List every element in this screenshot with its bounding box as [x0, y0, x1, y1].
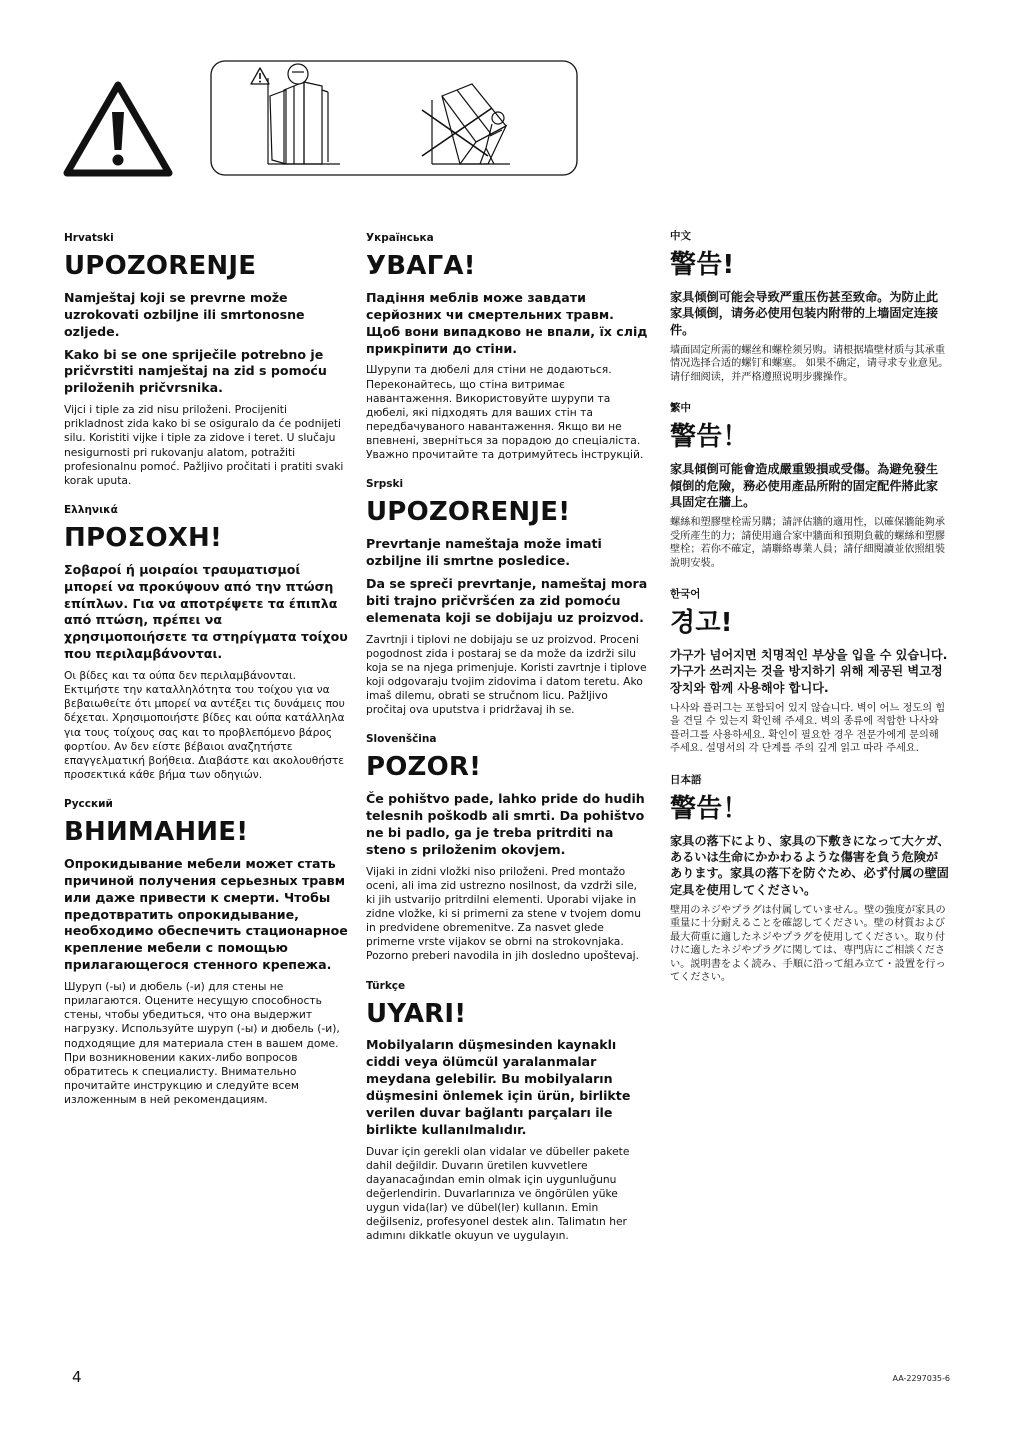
- warning-bold-text: Če pohištvo pade, lahko pride do hudih telesnih poškodb ali smrti. Da pohištvo ne bi padlo, ga je treba pritrditi na steno s priloženim okovjem.: [366, 791, 645, 857]
- warning-bold-text: 家具倾倒可能会导致严重压伤甚至致命。为防止此家具倾倒，请务必使用包装内附带的上墙固定连接件。: [670, 289, 939, 337]
- warning-heading: ВНИМАНИЕ!: [64, 817, 249, 848]
- language-label: Русский: [64, 798, 113, 811]
- section-russian: [64, 794, 348, 1107]
- warning-bold-text: Mobilyaların düşmesinden kaynaklı ciddi veya ölümcül yaralanmalar meydana gelebilir. Bu mobilyaların düşmesini önlemek için ürün, birlikte verilen duvar bağlantı parçaları ile birlikte kullanılmalıdır.: [366, 1037, 631, 1137]
- warning-heading: ΠΡΟΣΟΧΗ!: [64, 522, 223, 553]
- warning-bold-text: Падіння меблів може завдати серйозних чи смертельних травм. Щоб вони випадково не впали, їх слід прикріпити до стіни.: [366, 289, 648, 356]
- warning-bold-text: Namještaj koji se prevrne može uzrokovati ozbiljne ili smrtonosne ozljede.: [64, 289, 305, 339]
- warning-bold-text: 家具の落下により、家具の下敷きになって大ケガ、あるいは生命にかかわるような傷害を負う危険があります。家具の落下を防ぐため、必ず付属の壁固定具を使用してください。: [670, 833, 950, 897]
- section-greek: [64, 500, 348, 782]
- warning-heading: UPOZORENJE!: [366, 497, 571, 528]
- warning-heading: 경고!: [670, 608, 733, 639]
- warning-bold-text: 家具傾倒可能會造成嚴重毀損或受傷。為避免發生傾倒的危險，務必使用產品所附的固定配件將此家具固定在牆上。: [670, 462, 939, 509]
- language-label: Srpski: [366, 478, 404, 491]
- warning-bold-text: Σοβαροί ή μοιραίοι τραυματισμοί μπορεί να προκύψουν από την πτώση επίπλων. Για να αποτρέψετε τα έπιπλα από πτώση, πρέπει να χρησιμοποιήσετε τα στηρίγματα τοίχου που περιλαμβάνονται.: [64, 561, 348, 662]
- section-slovenscina: [366, 729, 648, 963]
- section-chinese-traditional: [670, 396, 950, 570]
- warning-body-text: Шуруп (-ы) и дюбель (-и) для стены не прилагаются. Оцените несущую способность стены, чтобы убедиться, что она выдержит нагрузку. Используйте шуруп (-ы) и дюбель (-и), подходящие для материала стен в вашем доме. При возникновении каких-либо вопросов обратитесь к специалисту. Внимательно прочитайте инструкцию и следуйте всем изложенным в ней рекомендациям.: [64, 980, 340, 1107]
- warning-body-text: Οι βίδες και τα ούπα δεν περιλαμβάνονται. Εκτιμήστε την καταλληλότητα του τοίχου για να βεβαιωθείτε ότι μπορεί να αντέξει τις δυνάμεις που δέχεται. Χρησιμοποιήστε βίδες και ούπα κατάλληλα για τους τοίχους σας και το προβλεπόμενο βάρος φορτίου. Αν δεν είστε βέβαιοι αναζητήστε επαγγελματική βοήθεια. Διαβάστε και ακολουθήστε προσεκτικά κάθε βήμα των οδηγιών.: [64, 669, 345, 781]
- language-label: Hrvatski: [64, 232, 114, 244]
- warning-heading: UPOZORENJE: [64, 251, 257, 281]
- language-label: Ελληνικά: [64, 503, 118, 516]
- warning-bold-text-2: Kako bi se one spriječile potrebno je pričvrstiti namještaj na zid s pomoću priloženih pričvrsnika.: [64, 346, 327, 396]
- section-ukrainian: [366, 228, 648, 462]
- warning-heading: 警告!: [670, 250, 735, 280]
- warning-body-text: Шурупи та дюбелі для стіни не додаються. Переконайтесь, що стіна витримає навантаження. Використовуйте шурупи та дюбелі, які підходять для ваших стін та передбачуваного навантаження. Якщо ви не впевнені, зверніться за порадою до спеціаліста. Уважно прочитайте та дотримуйтесь інструкцій.: [366, 363, 644, 462]
- warning-body-text: 螺絲和塑膠壁栓需另購；請評估牆的適用性，以確保牆能夠承受所產生的力；請使用適合家中牆面和預期負載的螺絲和塑膠壁栓；若你不確定，請聯絡專業人員；請仔細閱讀並依照組裝說明安裝。: [670, 517, 946, 569]
- language-label: Türkçe: [366, 979, 406, 992]
- warning-body-text: Vijaki in zidni vložki niso priloženi. Pred montažo oceni, ali ima zid ustrezno nosilnost, da vzdrži sile, ki jih ustvarijo pritrdilni elementi. Uporabi vijake in zidne vložke, ki si primerni za stene v tvojem domu in predvidene obremenitve. Za nasvet glede primerne vrste vijakov se obrni na strokovnjaka. Pozorno preberi navodila in jih dosledno upoštevaj.: [366, 864, 641, 963]
- warning-body-text: Zavrtnji i tiplovi ne dobijaju se uz proizvod. Proceni pogodnost zida i postaraj se da može da izdrži silu koja se na njega primenjuje. Koristi zavrtnje i tiplove koji odgovaraju tvojim zidovima i datom teretu. Ako imaš dilemu, obrati se stručnom licu. Pažljivo pročitaj ova uputstva i pridržavaj ih se.: [366, 632, 647, 717]
- warning-bold-text-2: Da se spreči prevrtanje, nameštaj mora biti trajno pričvršćen za zid pomoću elemenata koji se dobijaju uz proizvod.: [366, 575, 648, 625]
- warning-heading: УВАГА!: [366, 251, 476, 281]
- warning-heading: 警告！: [670, 422, 749, 453]
- language-label: 繁中: [670, 402, 691, 415]
- section-turkce: [366, 976, 648, 1244]
- language-label: 中文: [670, 230, 691, 242]
- language-label: 日本語: [670, 773, 702, 786]
- section-chinese-simplified: [670, 224, 950, 384]
- warning-bold-text: Prevrtanje nameštaja može imati ozbiljne ili smrtne posledice.: [366, 536, 602, 569]
- document-id: AA-2297035-6: [892, 1374, 950, 1383]
- warning-heading: POZOR!: [366, 752, 482, 783]
- warning-heading: 警告！: [670, 793, 749, 824]
- warning-body-text: 墙面固定所需的螺丝和螺栓须另购。请根据墙壁材质与其承重情况选择合适的螺钉和螺塞。 如果不确定，请寻求专业意见。请仔细阅读，并严格遵照说明步骤操作。: [670, 344, 949, 383]
- warning-heading: UYARI!: [366, 998, 467, 1029]
- warning-bold-text: 가구가 넘어지면 치명적인 부상을 입을 수 있습니다. 가구가 쓰러지는 것을 방지하기 위해 제공된 벽고정 장치와 함께 사용해야 합니다.: [670, 647, 948, 695]
- section-srpski: [366, 474, 648, 717]
- warning-body-text: 나사와 플러그는 포함되어 있지 않습니다. 벽이 어느 정도의 힘을 견딜 수 있는지 확인해 주세요. 벽의 종류에 적합한 나사와 플러그를 사용하세요. 확인이 필요한 경우 전문가에게 문의해 주세요. 설명서의 각 단계를 주의 깊게 읽고 따라 주세요.: [670, 702, 946, 755]
- language-label: Українська: [366, 232, 434, 244]
- warning-triangle-icon: [62, 80, 174, 178]
- page-number: 4: [72, 1368, 82, 1386]
- warning-body-text: Vijci i tiple za zid nisu priloženi. Procijeniti prikladnost zida kako bi se osiguralo da će podnijeti silu. Koristiti vijke i tiple za zidove i teret. U slučaju nesigurnosti pri rukovanju alatom, potražiti profesionalnu pomoć. Pažljivo pročitati i pratiti svaki korak uputa.: [64, 403, 344, 487]
- section-korean: [670, 582, 950, 756]
- section-japanese: [670, 768, 950, 985]
- warning-body-text: Duvar için gerekli olan vidalar ve dübeller pakete dahil değildir. Duvarın üretilen kuvvetlere dayanacağından emin olmak için uygunluğunu değerlendirin. Duvarlarınıza ve öngörülen yüke uygun vida(lar) ve dübel(ler) kullanın. Emin değilseniz, profesyonel destek alın. Talimatın her adımını dikkatle okuyun ve uygulayın.: [366, 1144, 630, 1243]
- warning-body-text: 壁用のネジやプラグは付属していません。壁の強度が家具の重量に十分耐えることを確認してください。壁の材質および最大荷重に適したネジやプラグを使用してください。取り付けに適したネジやプラグに関しては、専門店にご相談ください。説明書をよく読み、手順に沿って組み立て・設置を行ってください。: [670, 905, 946, 984]
- warning-bold-text: Опрокидывание мебели может стать причиной получения серьезных травм или даже привести к смерти. Чтобы предотвратить опрокидывание, необходимо обеспечить стационарное крепление мебели с помощью прилагающегося стенного крепежа.: [64, 855, 348, 973]
- section-hrvatski: [64, 228, 348, 488]
- language-label: Slovenščina: [366, 733, 437, 746]
- tip-over-illustration: [210, 60, 578, 176]
- language-label: 한국어: [670, 588, 701, 601]
